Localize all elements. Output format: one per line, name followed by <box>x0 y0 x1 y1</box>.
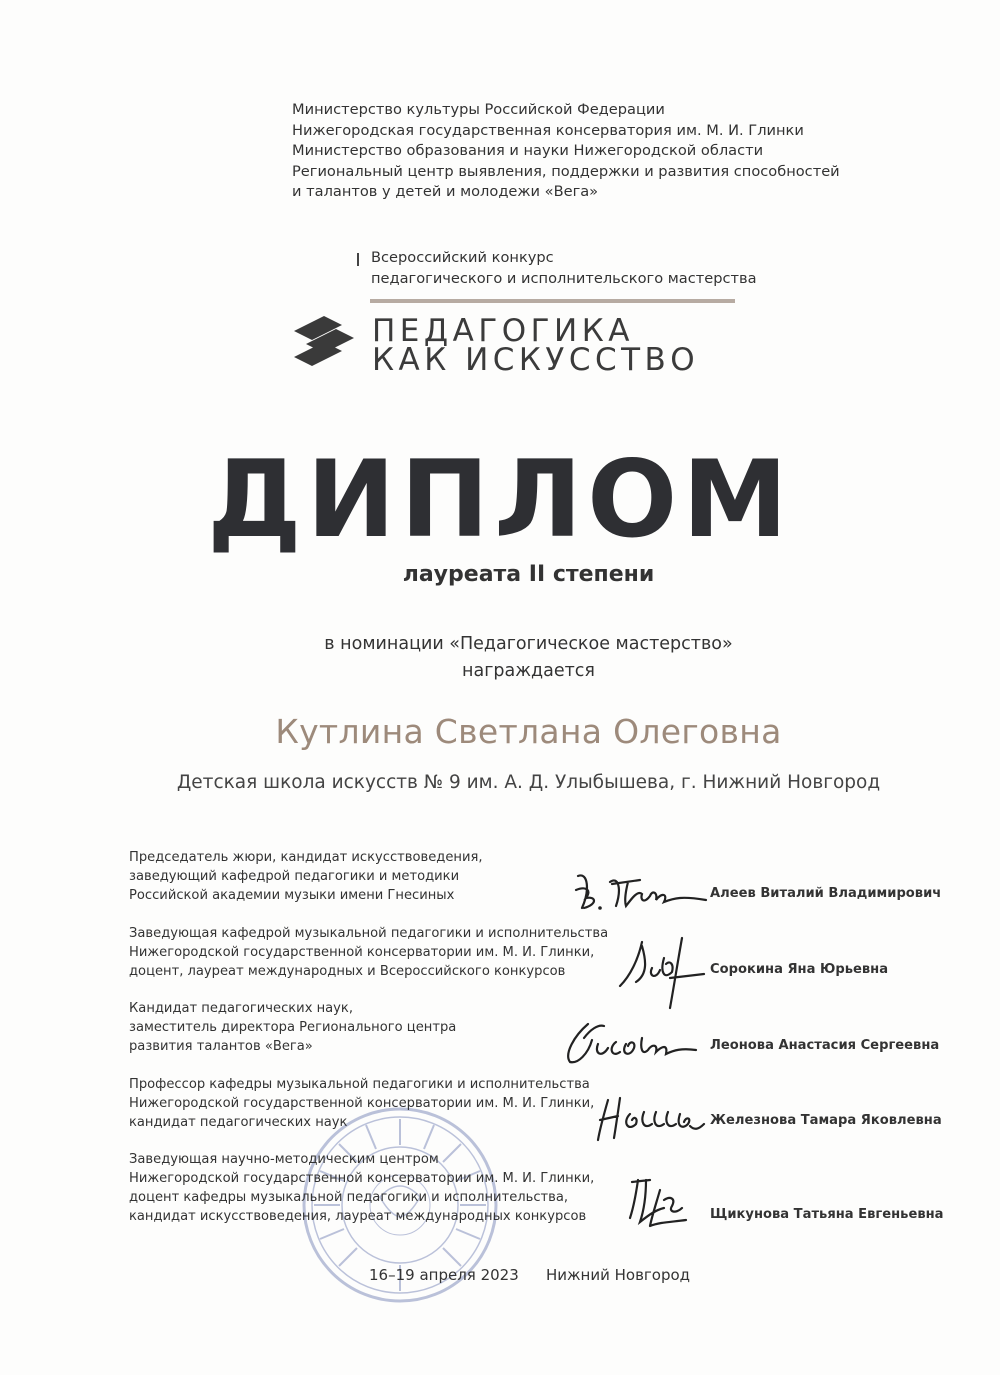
contest-line-1: Всероссийский конкурс <box>371 249 554 266</box>
logo-text-line-2: КАК ИСКУССТВО <box>372 342 700 378</box>
organizer-line: Министерство образования и науки Нижегородской области <box>292 142 764 159</box>
contest-line-2: педагогического и исполнительского мастерства <box>371 270 757 287</box>
role-line: заведующий кафедрой педагогики и методики <box>129 869 460 884</box>
role-line: Заведующая научно-методическим центром <box>129 1152 439 1167</box>
jury-role-2 <box>129 924 609 981</box>
role-line: развития талантов «Вега» <box>129 1039 313 1054</box>
role-line: кандидат педагогических наук <box>129 1115 348 1130</box>
contest-divider <box>370 299 735 303</box>
signature-aleev <box>570 868 710 918</box>
organizers-block <box>292 100 892 203</box>
organizer-line: и талантов у детей и молодежи «Вега» <box>292 183 599 200</box>
role-line: Российской академии музыки имени Гнесиных <box>129 888 455 903</box>
chevron-stripes-icon <box>294 316 354 366</box>
event-dates: 16–19 апреля 2023 <box>369 1266 519 1284</box>
signature-leonova <box>558 1014 700 1068</box>
organizer-line: Региональный центр выявления, поддержки и развития способностей <box>292 162 840 180</box>
jury-role-4 <box>129 1075 609 1132</box>
role-line: Нижегородской государственной консерватории им. М. И. Глинки, <box>129 945 595 960</box>
jury-role-1 <box>129 848 609 905</box>
recipient-name: Кутлина Светлана Олеговна <box>275 712 782 751</box>
role-line: Кандидат педагогических наук, <box>129 1001 354 1016</box>
role-line: Заведующая кафедрой музыкальной педагогики и исполнительства <box>129 926 609 941</box>
jury-name-1: Алеев Виталий Владимирович <box>710 886 942 901</box>
jury-name-5: Щикунова Татьяна Евгеньевна <box>710 1207 944 1222</box>
laureate-degree: лауреата II степени <box>402 562 655 587</box>
signature-zheleznova <box>590 1090 708 1146</box>
jury-role-3 <box>129 999 609 1056</box>
role-line: Нижегородской государственной консерватории им. М. И. Глинки, <box>129 1171 595 1186</box>
logo-text-line-1: ПЕДАГОГИКА <box>372 313 634 349</box>
jury-name-3: Леонова Анастасия Сергеевна <box>710 1038 940 1053</box>
nomination-text: в номинации «Педагогическое мастерство» <box>324 634 733 654</box>
signature-shchikunova <box>620 1170 704 1232</box>
role-line: Нижегородской государственной консерватории им. М. И. Глинки, <box>129 1096 595 1111</box>
event-city: Нижний Новгород <box>546 1266 691 1284</box>
jury-name-2: Сорокина Яна Юрьевна <box>710 962 889 977</box>
jury-role-5 <box>129 1150 609 1226</box>
role-line: кандидат искусствоведения, лауреат международных конкурсов <box>129 1209 587 1224</box>
role-line: Председатель жюри, кандидат искусствоведения, <box>129 850 483 865</box>
role-line: Профессор кафедры музыкальной педагогики и исполнительства <box>129 1077 590 1092</box>
signature-sorokina <box>612 930 712 1012</box>
jury-name-4: Железнова Тамара Яковлевна <box>710 1113 942 1128</box>
organizer-line: Министерство культуры Российской Федерации <box>292 101 665 118</box>
diploma-title: ДИПЛОМ <box>207 438 793 561</box>
role-line: доцент, лауреат международных и Всероссийского конкурсов <box>129 964 566 979</box>
recipient-institution: Детская школа искусств № 9 им. А. Д. Улыбышева, г. Нижний Новгород <box>176 772 881 793</box>
awarded-text: награждается <box>462 661 595 681</box>
role-line: заместитель директора Регионального центра <box>129 1020 457 1035</box>
organizer-line: Нижегородская государственная консерватория им. М. И. Глинки <box>292 121 804 139</box>
roman-numeral-one <box>357 253 359 266</box>
role-line: доцент кафедры музыкальной педагогики и исполнительства, <box>129 1190 569 1205</box>
